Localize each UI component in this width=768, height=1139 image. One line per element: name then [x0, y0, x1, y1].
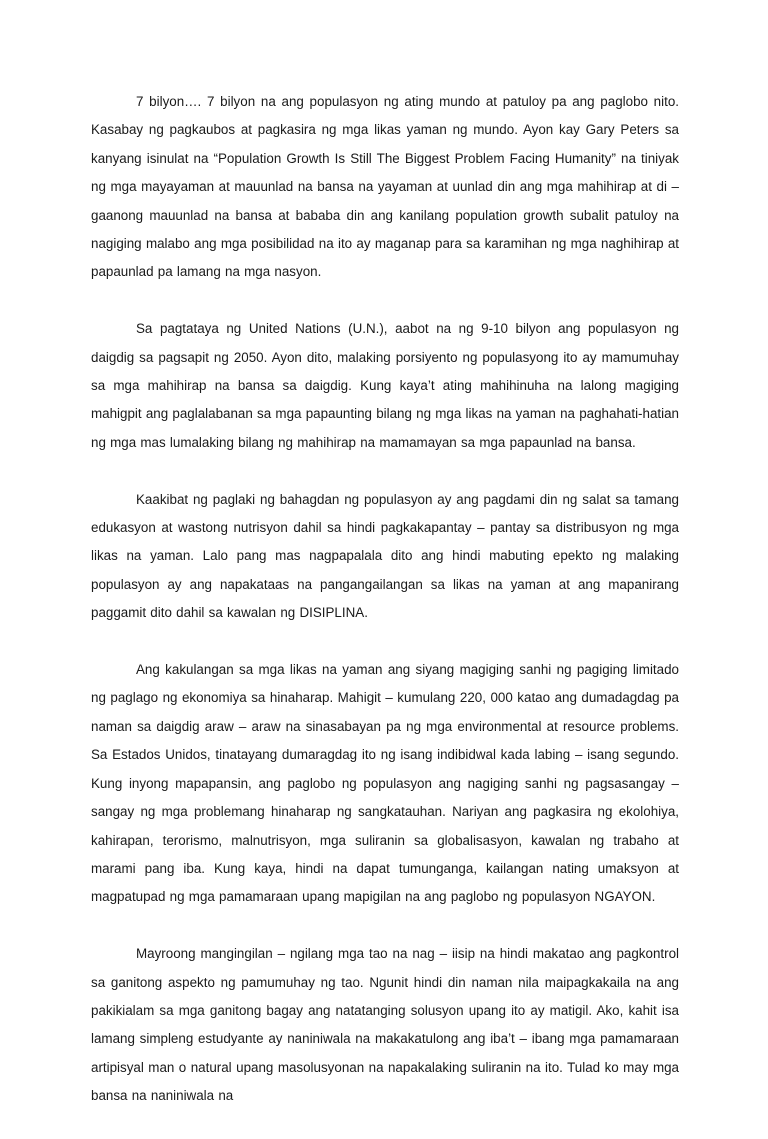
paragraph-2: Sa pagtataya ng United Nations (U.N.), aabot na ng 9-10 bilyon ang populasyon ng daigdig sa pagsapit ng 2050. Ayon dito, malaking porsiyento ng populasyong ito ay mamumuhay sa mga mahihirap na bansa sa daigdig. Kung kaya’t ating mahihinuha na lalong magiging mahigpit ang paglalabanan sa mga papaunting bilang ng mga likas na yaman na paghahati-hatian ng mga mas lumalaking bilang ng mahihirap na mamamayan sa mga papaunlad na bansa.: [91, 321, 679, 450]
paragraph-4: Ang kakulangan sa mga likas na yaman ang siyang magiging sanhi ng pagiging limitado ng paglago ng ekonomiya sa hinaharap. Mahigit – kumulang 220, 000 katao ang dumadagdag pa naman sa daigdig araw – araw na sinasabayan pa ng mga environmental at resource problems. Sa Estados Unidos, tinatayang dumaragdag ito ng isang indibidwal kada labing – isang segundo. Kung inyong mapapansin, ang paglobo ng populasyon ang nagiging sanhi ng pagsasangay – sangay ng mga problemang hinaharap ng sangkatauhan. Nariyan ang pagkasira ng ekolohiya, kahirapan, terorismo, malnutrisyon, mga suliranin sa globalisasyon, kawalan ng trabaho at marami pang iba. Kung kaya, hindi na dapat tumunganga, kailangan nating umaksyon at magpatupad ng mga pamamaraan upang mapigilan na ang paglobo ng populasyon NGAYON.: [91, 662, 679, 905]
paragraph-5: Mayroong mangingilan – ngilang mga tao na nag – iisip na hindi makatao ang pagkontrol sa ganitong aspekto ng pamumuhay ng tao. Ngunit hindi din naman nila maipagkakaila na ang pakikialam sa mga ganitong bagay ang natatanging solusyon upang ito ay matigil. Ako, kahit isa lamang simpleng estudyante ay naniniwala na makakatulong ang iba’t – ibang mga pamamaraan artipisyal man o natural upang masolusyonan na napakalaking suliranin na ito. Tulad ko may mga bansa na naniniwala na: [91, 946, 679, 1104]
document-page: [91, 88, 679, 1139]
paragraph-1: 7 bilyon…. 7 bilyon na ang populasyon ng ating mundo at patuloy pa ang paglobo nito. Kasabay ng pagkaubos at pagkasira ng mga likas yaman ng mundo. Ayon kay Gary Peters sa kanyang isinulat na “Population Growth Is Still The Biggest Problem Facing Humanity” na tiniyak ng mga mayayaman at mauunlad na bansa na yayaman at uunlad din ang mga mahihirap at di – gaanong mauunlad na bansa at bababa din ang kanilang population growth subalit patuloy na nagiging malabo ang mga posibilidad na ito ay maganap para sa karamihan ng mga naghihirap at papaunlad pa lamang na mga nasyon.: [91, 94, 679, 280]
paragraph-3: Kaakibat ng paglaki ng bahagdan ng populasyon ay ang pagdami din ng salat sa tamang edukasyon at wastong nutrisyon dahil sa hindi pagkakapantay – pantay sa distribusyon ng mga likas na yaman. Lalo pang mas nagpapalala dito ang hindi mabuting epekto ng malaking populasyon ay ang napakataas na pangangailangan sa likas na yaman at ang mapanirang paggamit dito dahil sa kawalan ng DISIPLINA.: [91, 491, 679, 621]
